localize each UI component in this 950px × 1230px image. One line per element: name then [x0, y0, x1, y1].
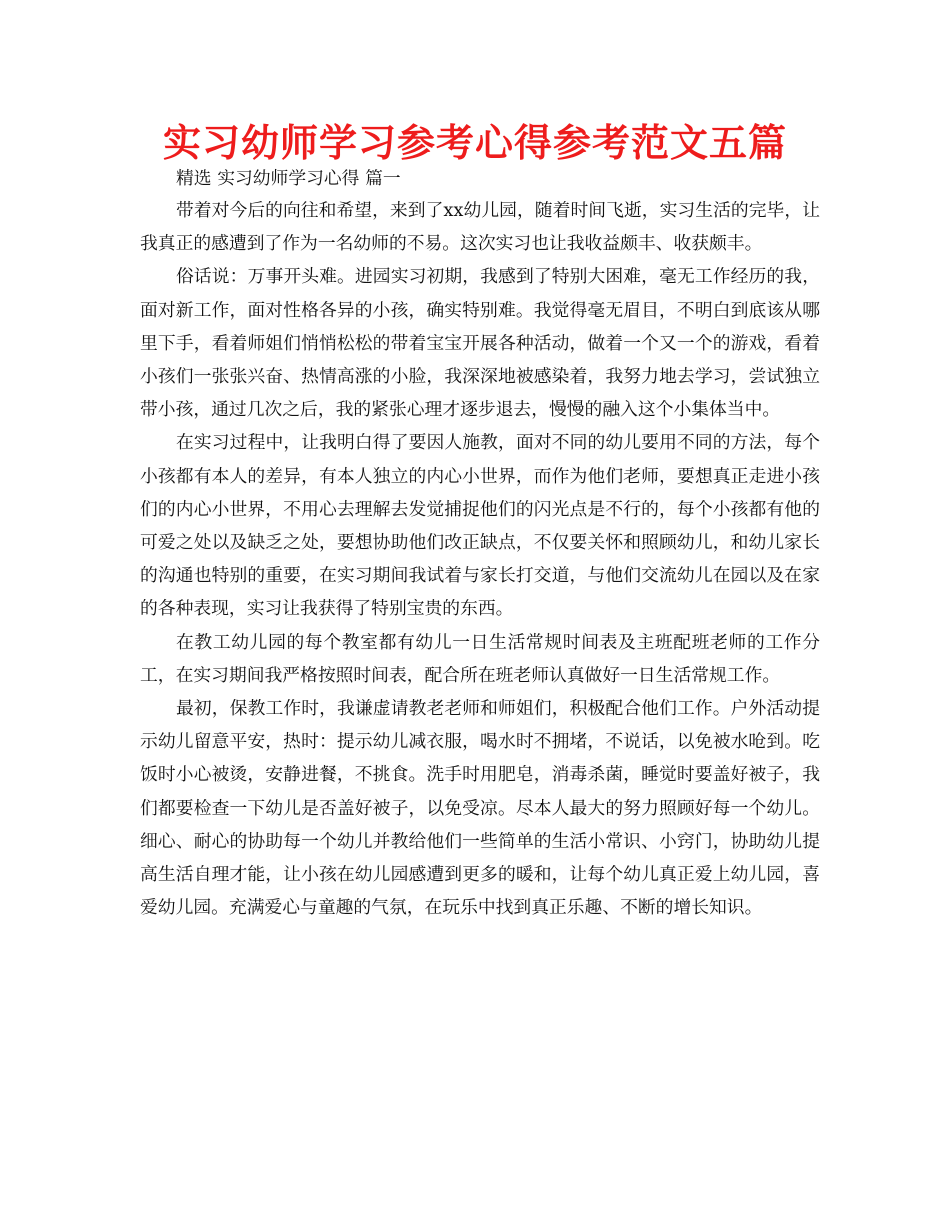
- paragraph-1: 带着对今后的向往和希望，来到了xx幼儿园，随着时间飞逝，实习生活的完毕，让我真正的感遭到了作为一名幼师的不易。这次实习也让我收益颇丰、收获颇丰。: [140, 200, 820, 255]
- paragraph-3: 在实习过程中，让我明白得了要因人施教，面对不同的幼儿要用不同的方法，每个小孩都有本人的差异，有本人独立的内心小世界，而作为他们老师，要想真正走进小孩们的内心小世界，不用心去理解去发觉捕捉他们的闪光点是不行的，每个小孩都有他的可爱之处以及缺乏之处，要想协助他们改正缺点，不仅要关怀和照顾幼儿，和幼儿家长的沟通也特别的重要，在实习期间我试着与家长打交道，与他们交流幼儿在园以及在家的各种表现，实习让我获得了特别宝贵的东西。: [140, 432, 820, 620]
- paragraph-5: 最初，保教工作时，我谦虚请教老老师和师姐们，积极配合他们工作。户外活动提示幼儿留意平安，热时：提示幼儿减衣服，喝水时不拥堵，不说话，以免被水呛到。吃饭时小心被烫，安静进餐，不挑食。洗手时用肥皂，消毒杀菌，睡觉时要盖好被子，我们都要检查一下幼儿是否盖好被子，以免受凉。尽本人最大的努力照顾好每一个幼儿。细心、耐心的协助每一个幼儿并教给他们一些简单的生活小常识、小窍门，协助幼儿提高生活自理才能，让小孩在幼儿园感遭到更多的暖和，让每个幼儿真正爱上幼儿园，喜爱幼儿园。充满爱心与童趣的气氛，在玩乐中找到真正乐趣、不断的增长知识。: [140, 698, 820, 919]
- document-title: 实习幼师学习参考心得参考范文五篇: [162, 121, 787, 165]
- paragraph-2: 俗话说：万事开头难。进园实习初期，我感到了特别大困难，毫无工作经历的我，面对新工作，面对性格各异的小孩，确实特别难。我觉得毫无眉目，不明白到底该从哪里下手，看着师姐们悄悄松松的带着宝宝开展各种活动，做着一个又一个的游戏，看着小孩们一张张兴奋、热情高涨的小脸，我深深地被感染着，我努力地去学习，尝试独立带小孩，通过几次之后，我的紧张心理才逐步退去，慢慢的融入这个小集体当中。: [140, 266, 820, 421]
- document-body: [140, 164, 820, 924]
- paragraph-4: 在教工幼儿园的每个教室都有幼儿一日生活常规时间表及主班配班老师的工作分工，在实习期间我严格按照时间表，配合所在班老师认真做好一日生活常规工作。: [140, 631, 820, 686]
- section-subtitle: 精选 实习幼师学习心得 篇一: [176, 168, 401, 189]
